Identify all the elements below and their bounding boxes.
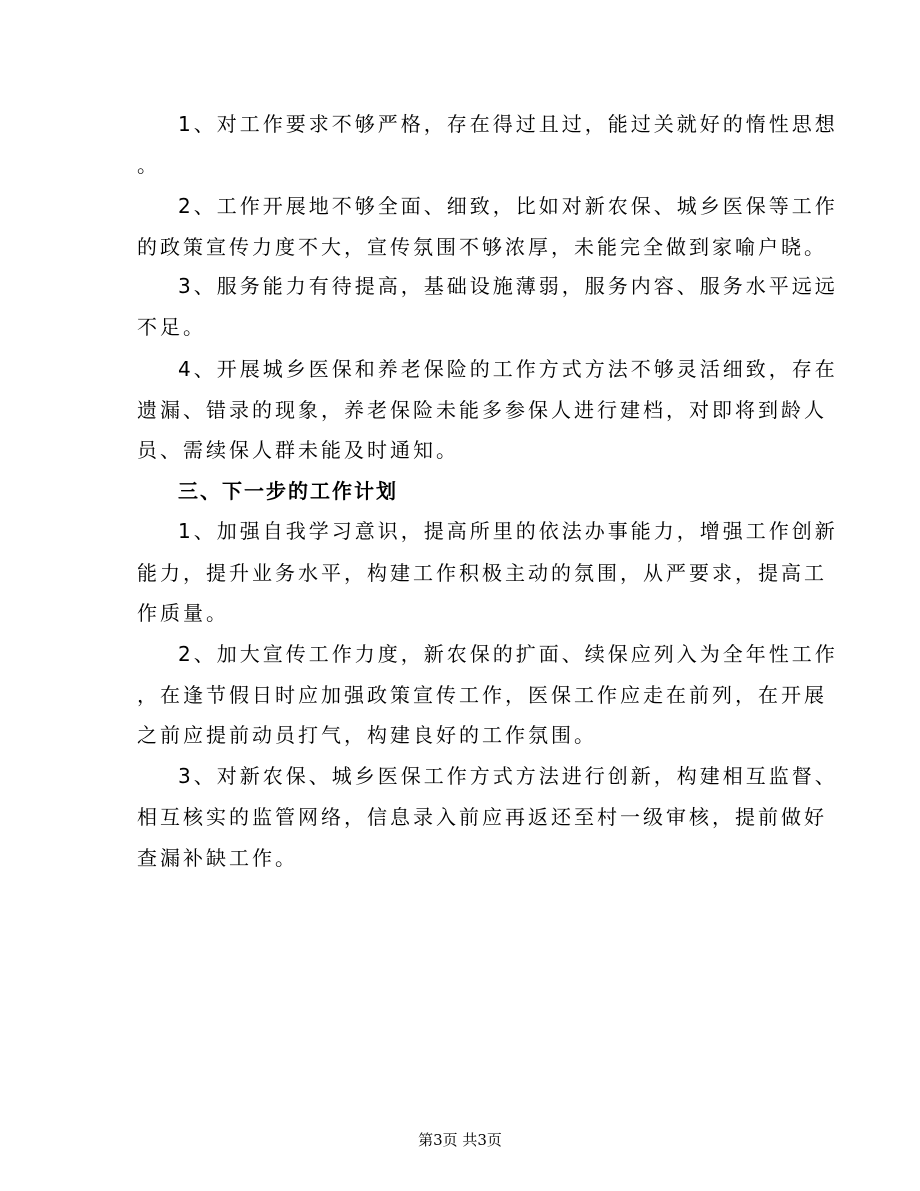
section-heading: 三、下一步的工作计划 <box>178 479 398 503</box>
paragraph-6-line-2: ，在逢节假日时应加强政策宣传工作，医保工作应走在前列，在开展 <box>137 683 827 707</box>
paragraph-6-line-1: 2、加大宣传工作力度，新农保的扩面、续保应列入为全年性工作 <box>178 642 838 666</box>
paragraph-5-line-3: 作质量。 <box>137 601 229 625</box>
paragraph-7-line-1: 3、对新农保、城乡医保工作方式方法进行创新，构建相互监督、 <box>178 764 838 788</box>
paragraph-2-line-1: 2、工作开展地不够全面、细致，比如对新农保、城乡医保等工作 <box>178 194 838 218</box>
paragraph-5-line-1: 1、加强自我学习意识，提高所里的依法办事能力，增强工作创新 <box>178 519 838 543</box>
paragraph-3-line-2: 不足。 <box>137 315 206 339</box>
paragraph-3-line-1: 3、服务能力有待提高，基础设施薄弱，服务内容、服务水平远远 <box>178 274 838 298</box>
paragraph-1-line-2: 。 <box>137 153 160 177</box>
paragraph-7-line-3: 查漏补缺工作。 <box>137 846 298 870</box>
paragraph-6-line-3: 之前应提前动员打气，构建良好的工作氛围。 <box>137 723 597 747</box>
paragraph-4-line-1: 4、开展城乡医保和养老保险的工作方式方法不够灵活细致，存在 <box>178 357 838 381</box>
paragraph-4-line-2: 遗漏、错录的现象，养老保险未能多参保人进行建档，对即将到龄人 <box>137 398 827 422</box>
paragraph-7-line-2: 相互核实的监管网络，信息录入前应再返还至村一级审核，提前做好 <box>137 805 827 829</box>
paragraph-4-line-3: 员、需续保人群未能及时通知。 <box>137 438 459 462</box>
page-number-footer: 第3页 共3页 <box>418 1131 502 1149</box>
paragraph-2-line-2: 的政策宣传力度不大，宣传氛围不够浓厚，未能完全做到家喻户晓。 <box>137 235 827 259</box>
paragraph-5-line-2: 能力，提升业务水平，构建工作积极主动的氛围，从严要求，提高工 <box>137 561 827 585</box>
paragraph-1-line-1: 1、对工作要求不够严格，存在得过且过，能过关就好的惰性思想 <box>178 112 838 136</box>
